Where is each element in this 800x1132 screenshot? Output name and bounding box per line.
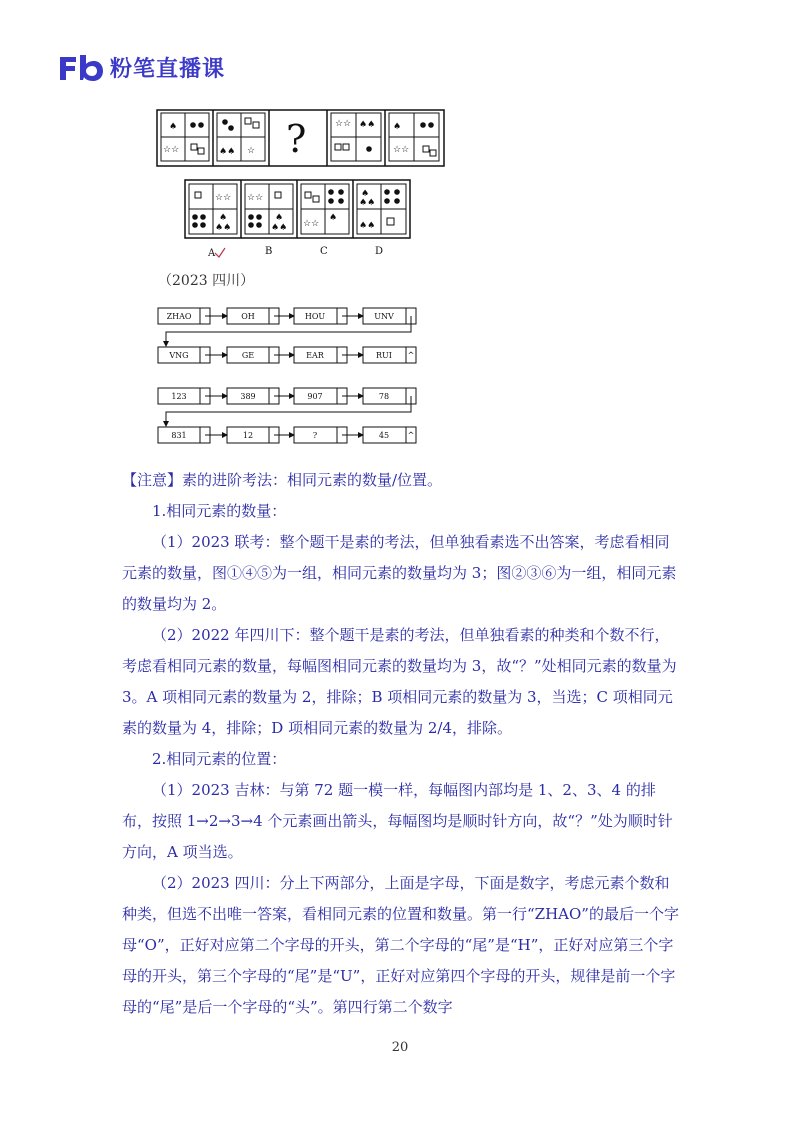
svg-text:♠: ♠ [169, 122, 178, 132]
explanation-body [122, 465, 682, 1023]
section-heading-quantity: 1.相同元素的数量： [152, 502, 287, 520]
letter-cell: ZHAO [166, 312, 192, 321]
letter-cell: UNV [374, 312, 394, 321]
linked-list-figure [155, 302, 420, 450]
question-mark: ? [286, 117, 307, 161]
question-source-label: （2023 四川） [158, 273, 255, 289]
option-label-b: B [265, 246, 273, 257]
svg-text:♠: ♠ [393, 122, 402, 132]
svg-text:♠♠: ♠♠ [215, 223, 232, 233]
option-label-d: D [375, 246, 384, 257]
svg-text:♠: ♠ [275, 213, 284, 223]
number-cell: 389 [240, 392, 256, 401]
note-heading: 【注意】素的进阶考法：相同元素的数量/位置。 [122, 471, 443, 489]
svg-text:☆: ☆ [247, 146, 256, 156]
paragraph: （2）2022 年四川下：整个题干是素的考法，但单独看素的种类和个数不行，考虑看相同元素的数量，每幅图相同元素的数量均为 3，故“？”处相同元素的数量为 3。A 项相同元素的数量为 2，排除；B 项相同元素的数量为 3，当选；C 项相同元素的数量为 4，排除；D 项相同元素的数量为 2/4，排除。 [122, 626, 677, 737]
svg-text:☆☆: ☆☆ [303, 219, 320, 229]
svg-text:☆☆: ☆☆ [247, 193, 264, 203]
option-label-c: C [320, 246, 328, 257]
number-cell: 907 [307, 392, 323, 401]
section-heading-position: 2.相同元素的位置： [152, 750, 287, 768]
paragraph: （2）2023 四川：分上下两部分，上面是字母，下面是数字，考虑元素个数和种类，但选不出唯一答案，看相同元素的位置和数量。第一行“ZHAO”的最后一个字母“O”，正好对应第二个字母的开头，第二个字母的“尾”是“H”，正好对应第三个字母的开头，第三个字母的“尾”是“U”，正好对应第四个字母的开头，规律是前一个字母的“尾”是后一个字母的“头”。第四行第二个数字 [122, 874, 679, 1016]
letter-cell: RUI [376, 351, 392, 360]
svg-text:☆☆: ☆☆ [335, 119, 352, 129]
letter-cell: VNG [169, 351, 189, 360]
svg-text:♠: ♠ [329, 213, 338, 223]
svg-text:♠♠: ♠♠ [359, 221, 376, 231]
paragraph: （1）2023 联考：整个题干是素的考法，但单独看素选不出答案，考虑看相同元素的数量，图①④⑤为一组，相同元素的数量均为 3；图②③⑥为一组，相同元素的数量均为 2。 [122, 533, 677, 613]
option-label-a: A [208, 248, 216, 259]
paragraph: （1）2023 吉林：与第 72 题一模一样，每幅图内部均是 1、2、3、4 的排布，按照 1→2→3→4 个元素画出箭头，每幅图均是顺时针方向，故“？”处为顺时针方向，A 项当选。 [122, 781, 673, 861]
svg-text:♠: ♠ [361, 189, 370, 199]
svg-text:♠♠: ♠♠ [359, 120, 376, 130]
puzzle-figure [155, 108, 445, 266]
svg-text:♠: ♠ [219, 213, 228, 223]
svg-text:☆☆: ☆☆ [163, 145, 180, 155]
number-cell: 12 [242, 431, 254, 440]
number-cell: 831 [171, 431, 187, 440]
number-cell: 78 [378, 392, 390, 401]
caret-icon: ^ [407, 431, 415, 440]
number-cell: ? [312, 431, 318, 440]
svg-text:☆☆: ☆☆ [215, 193, 232, 203]
letter-cell: GE [241, 351, 255, 360]
fenbi-logo-icon [58, 53, 104, 83]
number-cell: 123 [171, 392, 187, 401]
svg-text:♠♠: ♠♠ [271, 223, 288, 233]
svg-text:☆☆: ☆☆ [393, 145, 410, 155]
caret-icon: ^ [407, 351, 415, 360]
page-number: 20 [391, 1040, 409, 1055]
letter-cell: HOU [304, 312, 326, 321]
number-cell: 45 [378, 431, 390, 440]
svg-text:♠♠: ♠♠ [219, 147, 236, 157]
letter-cell: OH [241, 312, 255, 321]
brand-name: 粉笔直播课 [110, 57, 226, 82]
letter-cell: EAR [306, 351, 324, 360]
svg-text:♠♠: ♠♠ [359, 198, 376, 208]
check-mark-icon [215, 248, 225, 257]
brand-logo [58, 52, 225, 83]
